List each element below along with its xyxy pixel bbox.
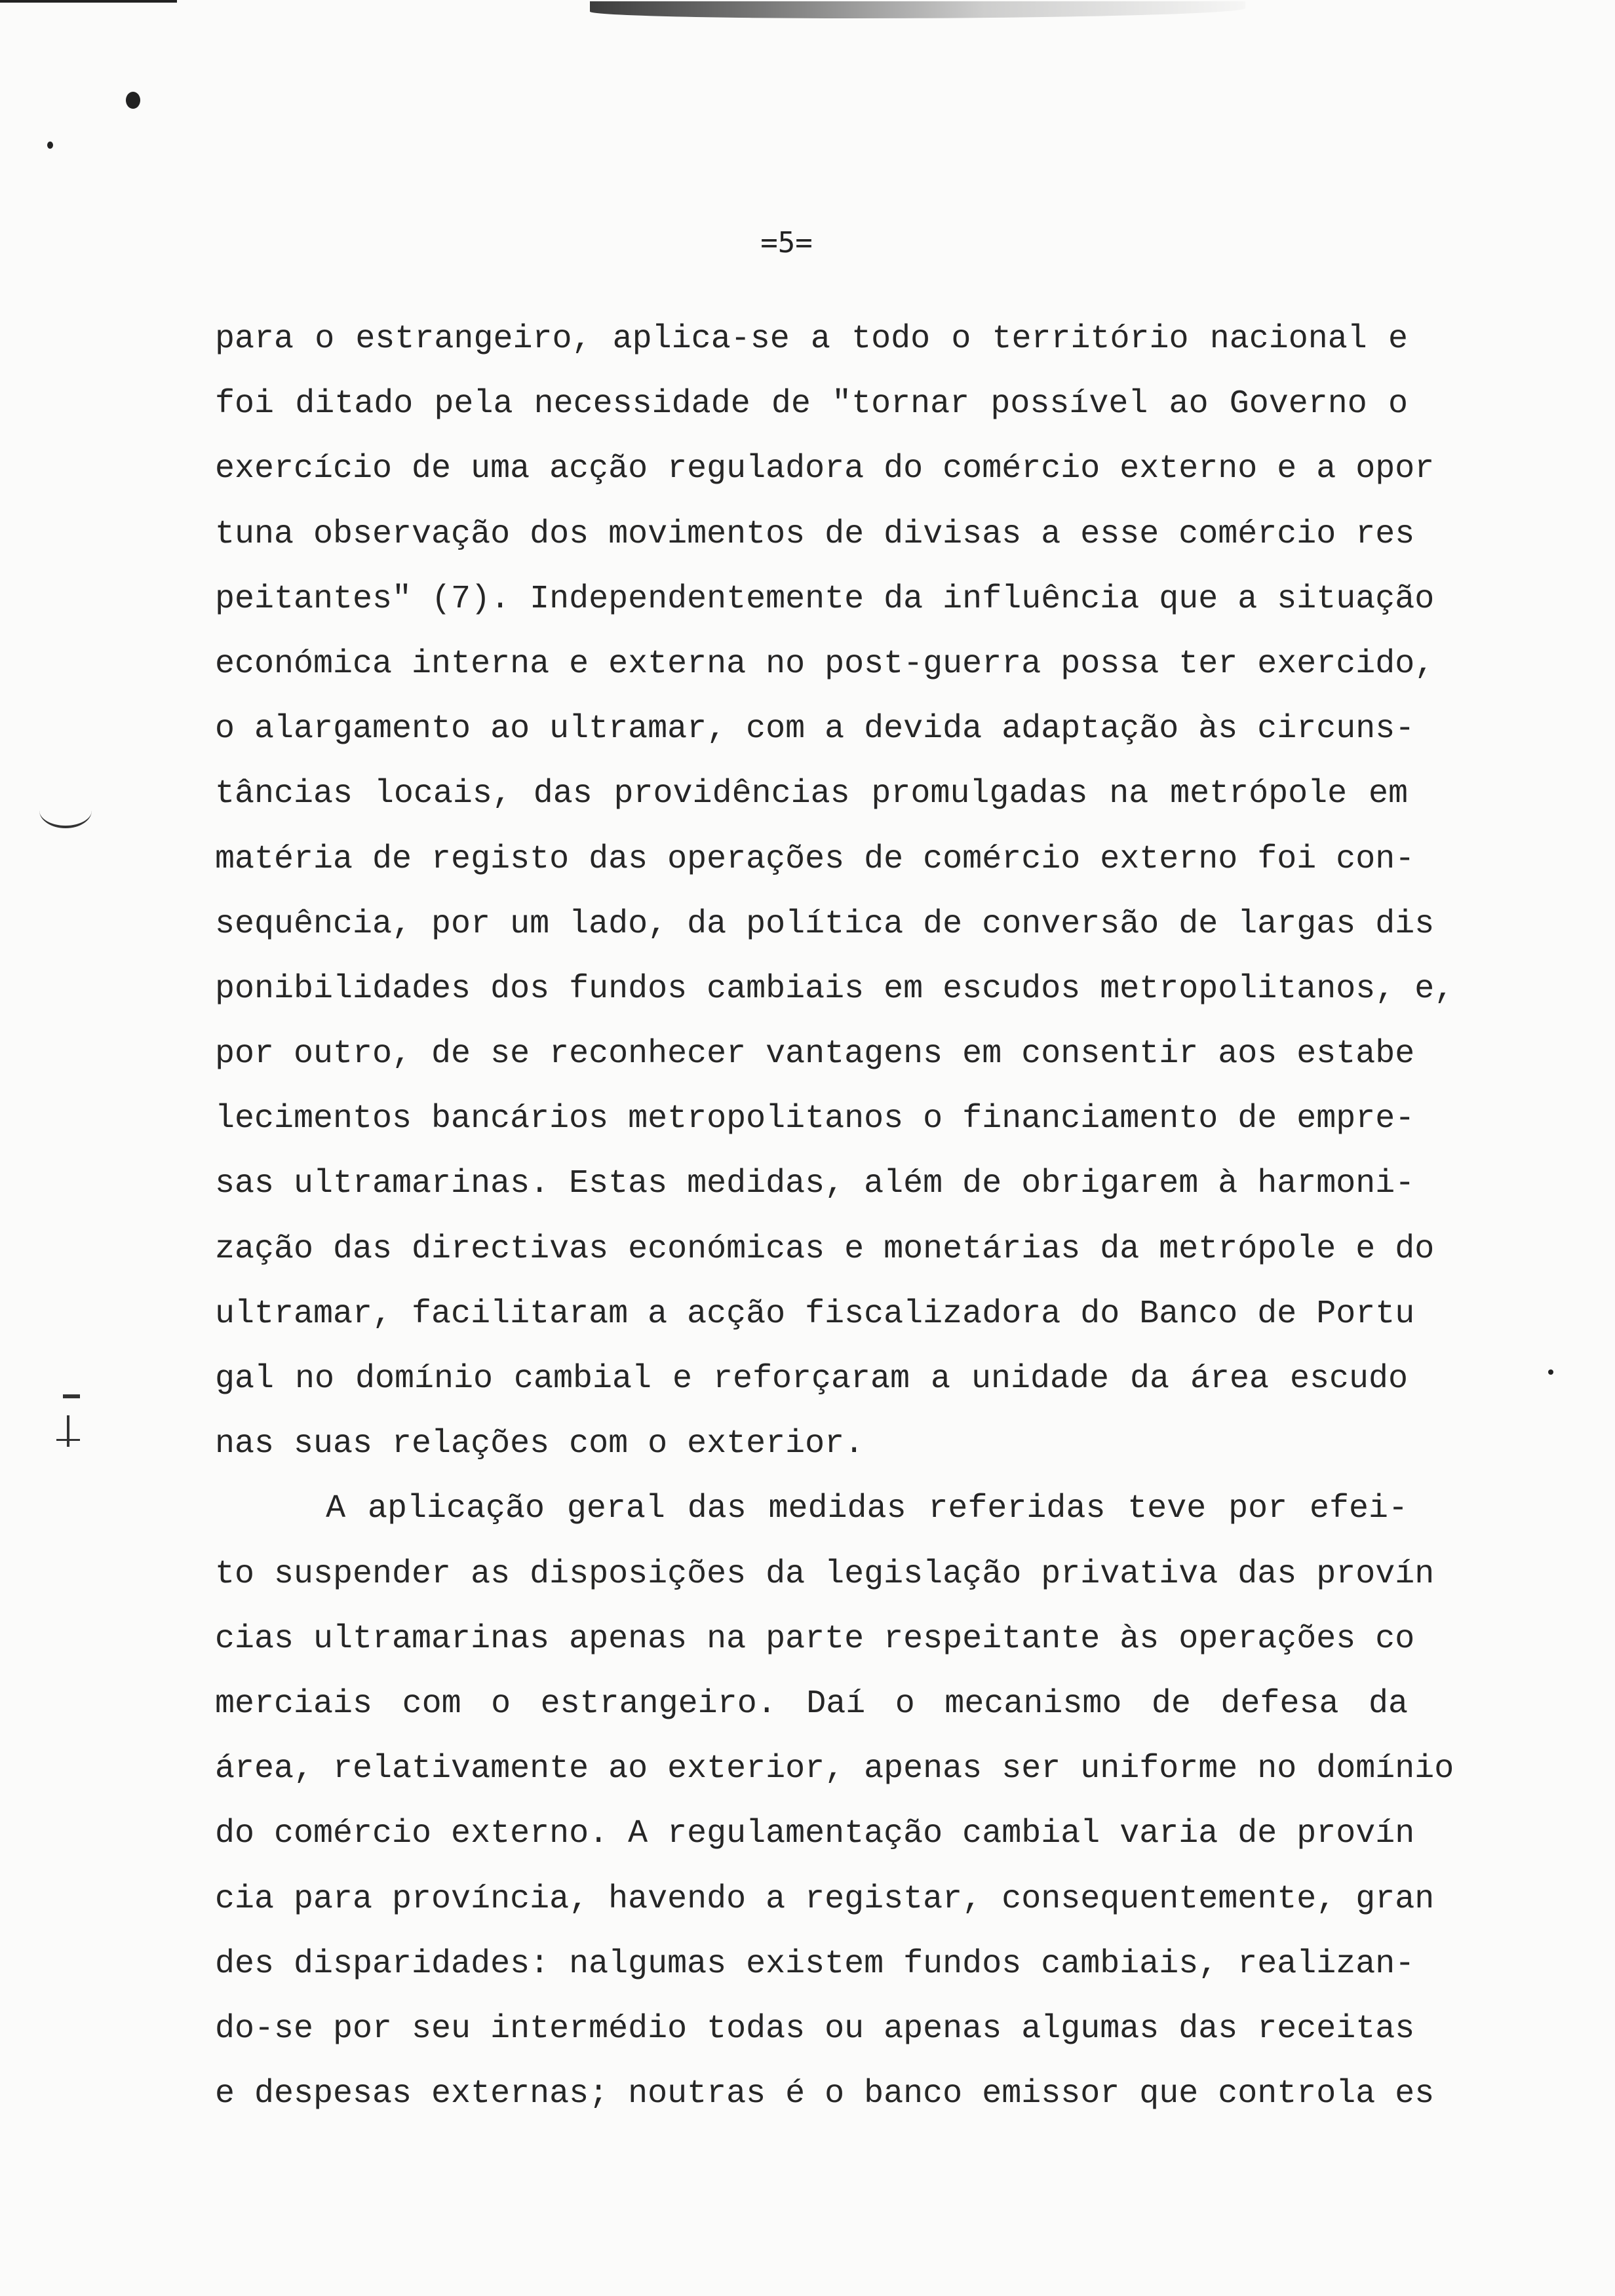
- top-edge-rule: [0, 0, 177, 3]
- text-line: to suspender as disposições da legislação privativa das provín: [215, 1555, 1435, 1593]
- text-line: ponibilidades dos fundos cambiais em escudos metropolitanos, e,: [215, 970, 1454, 1008]
- ink-spot: [1548, 1369, 1553, 1375]
- text-line: área, relativamente ao exterior, apenas ser uniforme no domínio: [215, 1750, 1454, 1788]
- page-number: =5=: [760, 226, 813, 259]
- text-line: foi ditado pela necessidade de "tornar possível ao Governo o: [215, 385, 1408, 423]
- text-line: lecimentos bancários metropolitanos o financiamento de empre-: [215, 1100, 1415, 1138]
- text-line: e despesas externas; noutras é o banco emissor que controla es: [215, 2075, 1435, 2113]
- text-line: tâncias locais, das providências promulgadas na metrópole em: [215, 775, 1408, 813]
- text-line: por outro, de se reconhecer vantagens em consentir aos estabe: [215, 1035, 1415, 1073]
- text-line: des disparidades: nalgumas existem fundos cambiais, realizan-: [215, 1945, 1415, 1983]
- margin-dash-mark: [56, 1439, 80, 1441]
- text-line: para o estrangeiro, aplica-se a todo o território nacional e: [215, 320, 1408, 358]
- text-line: ultramar, facilitaram a acção fiscalizadora do Banco de Portu: [215, 1295, 1415, 1333]
- ink-spot: [126, 92, 140, 109]
- text-line: económica interna e externa no post-guerra possa ter exercido,: [215, 645, 1435, 683]
- text-line: o alargamento ao ultramar, com a devida adaptação às circuns-: [215, 710, 1415, 748]
- text-line: peitantes" (7). Independentemente da influência que a situação: [215, 580, 1435, 618]
- text-line: A aplicação geral das medidas referidas teve por efei-: [215, 1490, 1408, 1528]
- text-line: sas ultramarinas. Estas medidas, além de obrigarem à harmoni-: [215, 1165, 1415, 1203]
- margin-bracket-mark: [39, 793, 92, 828]
- scan-smudge: [590, 1, 1245, 18]
- text-line: gal no domínio cambial e reforçaram a unidade da área escudo: [215, 1360, 1408, 1398]
- text-line: sequência, por um lado, da política de conversão de largas dis: [215, 905, 1435, 943]
- text-line: zação das directivas económicas e monetárias da metrópole e do: [215, 1230, 1435, 1268]
- text-line: merciais com o estrangeiro. Daí o mecanismo de defesa da: [215, 1685, 1408, 1723]
- text-line: tuna observação dos movimentos de divisas a esse comércio res: [215, 515, 1415, 553]
- margin-dash-mark: [67, 1415, 69, 1447]
- text-line: cia para província, havendo a registar, consequentemente, gran: [215, 1880, 1435, 1918]
- text-line: exercício de uma acção reguladora do comércio externo e a opor: [215, 450, 1435, 488]
- text-line: do comércio externo. A regulamentação cambial varia de provín: [215, 1815, 1415, 1853]
- text-line: do-se por seu intermédio todas ou apenas algumas das receitas: [215, 2010, 1415, 2048]
- body-text: [215, 307, 1454, 2126]
- text-line: matéria de registo das operações de comércio externo foi con-: [215, 840, 1415, 878]
- text-line: cias ultramarinas apenas na parte respeitante às operações co: [215, 1620, 1415, 1658]
- ink-spot: [47, 142, 53, 149]
- text-line: nas suas relações com o exterior.: [215, 1425, 865, 1463]
- margin-dash-mark: [63, 1394, 80, 1398]
